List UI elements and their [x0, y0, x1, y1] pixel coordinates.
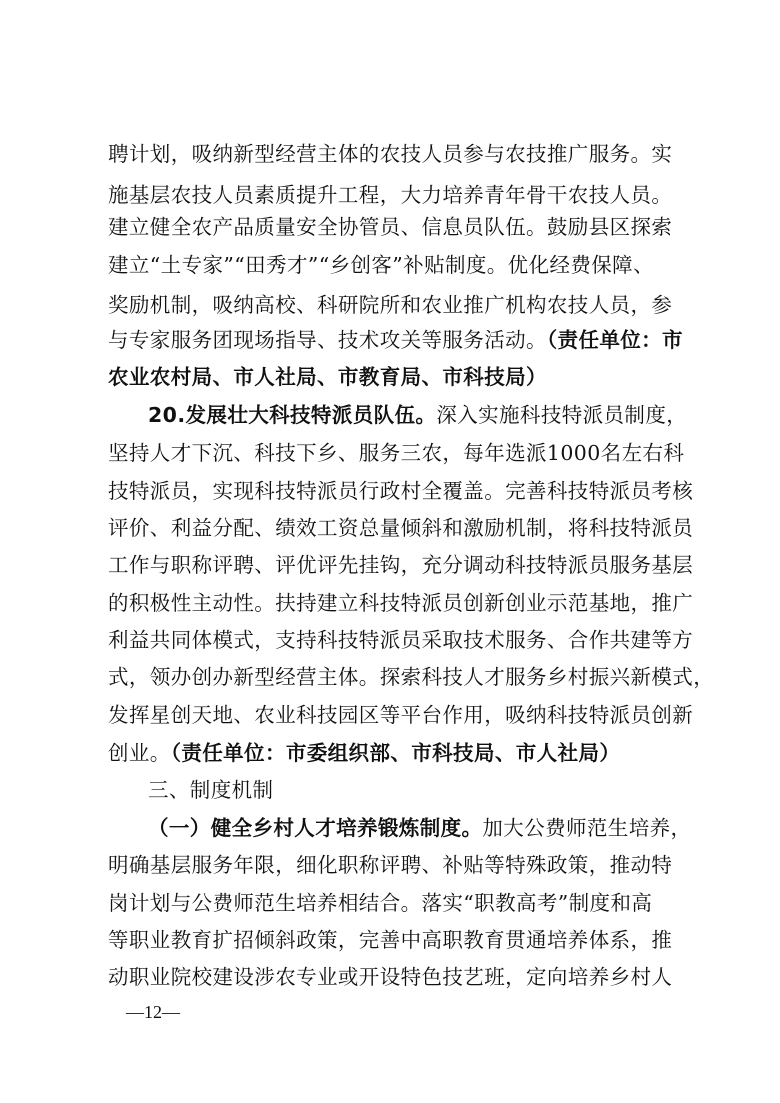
text-segment: 深入实施科技特派员制度， [436, 403, 688, 427]
responsibility-note: （责任单位：市 [546, 328, 683, 352]
body-line-11 [108, 513, 694, 543]
body-line-1 [108, 139, 676, 169]
responsibility-note: （责任单位：市委组织部、市科技局、市人社局） [170, 741, 621, 765]
body-line-2 [108, 180, 676, 210]
body-line-12 [108, 550, 694, 580]
text-segment: 动职业院校建设涉农专业或开设特色技艺班，定向培养乡村人 [108, 965, 673, 989]
text-segment: 的积极性主动性。扶持建立科技特派员创新创业示范基地，推广 [108, 591, 694, 615]
text-segment: 工作与职称评聘、评优评先挂钩，充分调动科技特派员服务基层 [108, 553, 694, 577]
text-segment: 建立健全农产品质量安全协管员、信息员队伍。鼓励县区探索 [108, 215, 673, 239]
text-segment: 利益共同体模式，支持科技特派员采取技术服务、合作共建等方 [108, 628, 694, 652]
body-line-16 [108, 700, 694, 730]
text-segment: 坚持人才下沉、科技下乡、服务三农，每年选派1000名左右科 [108, 441, 685, 465]
subsection-1-title: （一）健全乡村人才培养锻炼制度。 [148, 816, 483, 840]
text-segment: 式，领办创办新型经营主体。探索科技人才服务乡村振兴新模式， [108, 665, 715, 689]
body-line-7 [108, 362, 676, 392]
body-line-3 [108, 212, 676, 242]
body-line-10 [108, 476, 694, 506]
section-20-title: 20.发展壮大科技特派员队伍。 [148, 403, 437, 427]
text-segment: 明确基层服务年限，细化职称评聘、补贴等特殊政策，推动特 [108, 853, 673, 877]
text-segment: 加大公费师范生培养， [482, 816, 692, 840]
section-20-heading-line [148, 400, 688, 430]
text-segment: 与专家服务团现场指导、技术攻关等服务活动。 [108, 328, 547, 352]
body-line-21 [108, 888, 676, 918]
subsection-1-heading-line [148, 813, 692, 843]
body-line-17 [108, 738, 676, 768]
body-line-20 [108, 850, 676, 880]
text-segment: 建立“土专家”“田秀才”“乡创客”补贴制度。优化经费保障、 [108, 253, 654, 277]
text-segment: 奖励机制，吸纳高校、科研院所和农业推广机构农技人员，参 [108, 293, 673, 317]
responsibility-note: 农业农村局、市人社局、市教育局、市科技局） [108, 365, 547, 389]
body-line-23 [108, 962, 676, 992]
text-segment: 等职业教育扩招倾斜政策，完善中高职教育贯通培养体系，推 [108, 928, 673, 952]
body-line-5 [108, 290, 676, 320]
body-line-14 [108, 625, 694, 655]
text-segment: 技特派员，实现科技特派员行政村全覆盖。完善科技特派员考核 [108, 479, 694, 503]
body-line-22 [108, 925, 676, 955]
body-line-6 [108, 325, 683, 355]
text-segment: 聘计划，吸纳新型经营主体的农技人员参与农技推广服务。实 [108, 142, 673, 166]
chapter-heading: 三、制度机制 [148, 778, 274, 802]
body-line-9 [108, 438, 685, 468]
chapter-heading-line [148, 775, 676, 805]
text-segment: 施基层农技人员素质提升工程，大力培养青年骨干农技人员。 [108, 183, 673, 207]
body-line-4 [108, 250, 676, 280]
body-line-15 [108, 662, 715, 692]
text-segment: 发挥星创天地、农业科技园区等平台作用，吸纳科技特派员创新 [108, 703, 694, 727]
text-segment: 创业。 [108, 741, 171, 765]
body-line-13 [108, 588, 694, 618]
text-segment: 评价、利益分配、绩效工资总量倾斜和激励机制，将科技特派员 [108, 516, 694, 540]
text-segment: 岗计划与公费师范生培养相结合。落实“职教高考”制度和高 [108, 891, 653, 915]
page-number: —12— [126, 1002, 180, 1022]
